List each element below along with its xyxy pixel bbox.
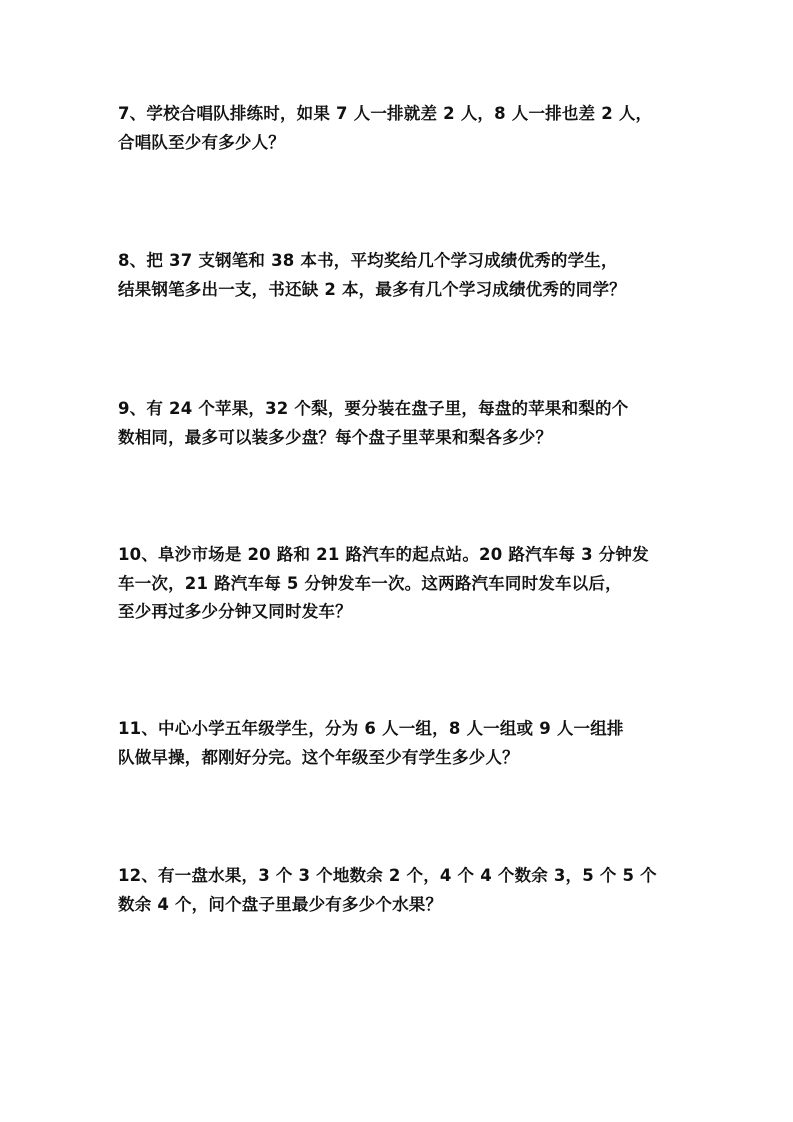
question-10-line-2: 车一次，21 路汽车每 5 分钟发车一次。这两路汽车同时发车以后， bbox=[118, 573, 622, 593]
question-11 bbox=[118, 715, 688, 772]
question-10 bbox=[118, 541, 688, 627]
question-11-line-1: 11、中心小学五年级学生，分为 6 人一组，8 人一组或 9 人一组排 bbox=[118, 719, 624, 738]
question-10-line-1: 10、阜沙市场是 20 路和 21 路汽车的起点站。20 路汽车每 3 分钟发 bbox=[118, 545, 649, 564]
question-9-line-2: 数相同，最多可以装多少盘？每个盘子里苹果和梨各多少？ bbox=[118, 427, 553, 447]
question-9-line-1: 9、有 24 个苹果，32 个梨，要分装在盘子里，每盘的苹果和梨的个 bbox=[118, 399, 629, 418]
question-9 bbox=[118, 395, 688, 452]
question-12-line-1: 12、有一盘水果，3 个 3 个地数余 2 个，4 个 4 个数余 3，5 个 5 个 bbox=[118, 866, 657, 885]
question-8 bbox=[118, 247, 688, 304]
question-12 bbox=[118, 862, 688, 919]
question-8-line-1: 8、把 37 支钢笔和 38 本书，平均奖给几个学习成绩优秀的学生， bbox=[118, 251, 618, 270]
question-11-line-2: 队做早操，都刚好分完。这个年级至少有学生多少人？ bbox=[118, 747, 519, 767]
question-7-line-2: 合唱队至少有多少人？ bbox=[118, 132, 285, 152]
question-8-line-2: 结果钢笔多出一支，书还缺 2 本，最多有几个学习成绩优秀的同学？ bbox=[118, 279, 626, 299]
question-12-line-2: 数余 4 个，问个盘子里最少有多少个水果？ bbox=[118, 894, 443, 914]
question-10-line-3: 至少再过多少分钟又同时发车？ bbox=[118, 602, 352, 621]
question-7 bbox=[118, 100, 688, 157]
question-7-line-1: 7、学校合唱队排练时，如果 7 人一排就差 2 人，8 人一排也差 2 人， bbox=[118, 104, 653, 123]
